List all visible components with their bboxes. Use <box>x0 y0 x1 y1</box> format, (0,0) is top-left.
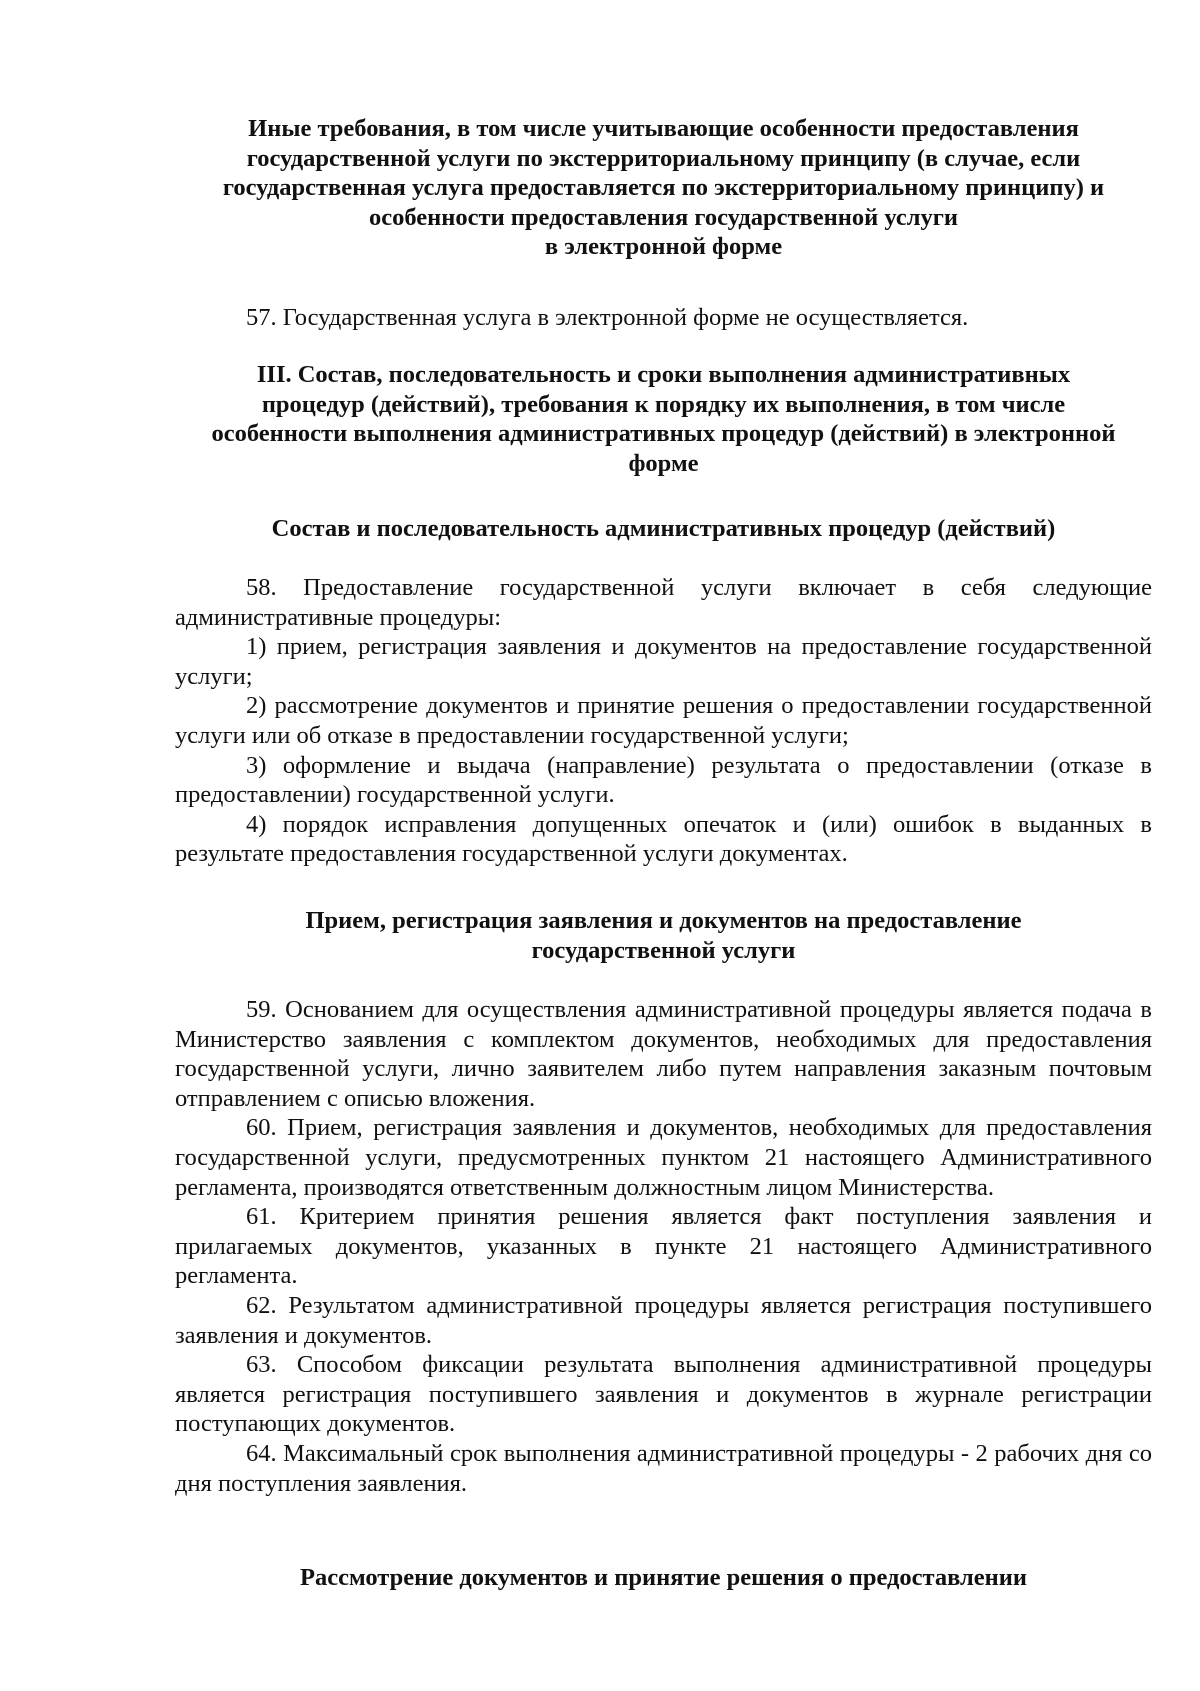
heading-line: государственной услуги <box>531 936 796 964</box>
list-item: 2) рассмотрение документов и принятие решения о предоставлении государственной услуги или об отказе в предоставлении государственной услуги; <box>175 692 1152 749</box>
heading-line: государственной услуги по экстерриториальному принципу (в случае, если <box>246 144 1081 172</box>
list-item: 1) прием, регистрация заявления и документов на предоставление государственной услуги; <box>175 633 1152 690</box>
heading-line: Рассмотрение документов и принятие решения о предоставлении <box>300 1564 1027 1591</box>
heading-review-decision <box>175 1563 1152 1593</box>
paragraph-64: 64. Максимальный срок выполнения административной процедуры - 2 рабочих дня со дня поступления заявления. <box>175 1439 1152 1497</box>
heading-reception-registration <box>175 906 1152 965</box>
paragraph-62: 62. Результатом административной процедуры является регистрация поступившего заявления и документов. <box>175 1291 1152 1349</box>
heading-line: форме <box>628 449 699 477</box>
paragraph-57-text: 57. Государственная услуга в электронной форме не осуществляется. <box>246 304 969 331</box>
section-58 <box>175 573 1152 869</box>
heading-line: особенности предоставления государственной услуги <box>369 203 958 231</box>
heading-line: III. Состав, последовательность и сроки выполнения административных <box>256 361 1071 388</box>
heading-line: в электронной форме <box>544 233 783 260</box>
heading-line: Иные требования, в том числе учитывающие особенности предоставления <box>248 115 1079 142</box>
paragraph-59: 59. Основанием для осуществления административной процедуры является подача в Министерство заявления с комплектом документов, необходимых для предоставления государственной услуги, лично заявителем либо путем направления заказным почтовым отправлением с описью вложения. <box>175 996 1152 1112</box>
heading-line: Состав и последовательность административных процедур (действий) <box>271 515 1056 542</box>
heading-other-requirements <box>175 114 1152 262</box>
heading-line: государственная услуга предоставляется по экстерриториальному принципу) и <box>222 174 1105 201</box>
paragraph-58: 58. Предоставление государственной услуги включает в себя следующие административные процедуры: <box>175 574 1152 631</box>
paragraph-60: 60. Прием, регистрация заявления и документов, необходимых для предоставления государственной услуги, предусмотренных пунктом 21 настоящего Административного регламента, производятся ответственным должностным лицом Министерства. <box>175 1114 1152 1201</box>
list-item: 3) оформление и выдача (направление) результата о предоставлении (отказе в предоставлении) государственной услуги. <box>175 751 1152 809</box>
heading-line: процедур (действий), требования к порядку их выполнения, в том числе <box>261 390 1066 418</box>
heading-line: Прием, регистрация заявления и документов на предоставление <box>305 907 1022 934</box>
heading-composition <box>175 514 1152 544</box>
list-item: 4) порядок исправления допущенных опечаток и (или) ошибок в выданных в результате предоставления государственной услуги документах. <box>175 810 1152 868</box>
heading-section-3 <box>175 360 1152 478</box>
section-59-64 <box>175 995 1152 1498</box>
paragraph-63: 63. Способом фиксации результата выполнения административной процедуры является регистрация поступившего заявления и документов в журнале регистрации поступающих документов. <box>175 1351 1152 1438</box>
heading-line: особенности выполнения административных процедур (действий) в электронной <box>211 420 1116 447</box>
paragraph-57 <box>175 303 1152 333</box>
paragraph-61: 61. Критерием принятия решения является факт поступления заявления и прилагаемых документов, указанных в пункте 21 настоящего Административного регламента. <box>175 1203 1152 1290</box>
